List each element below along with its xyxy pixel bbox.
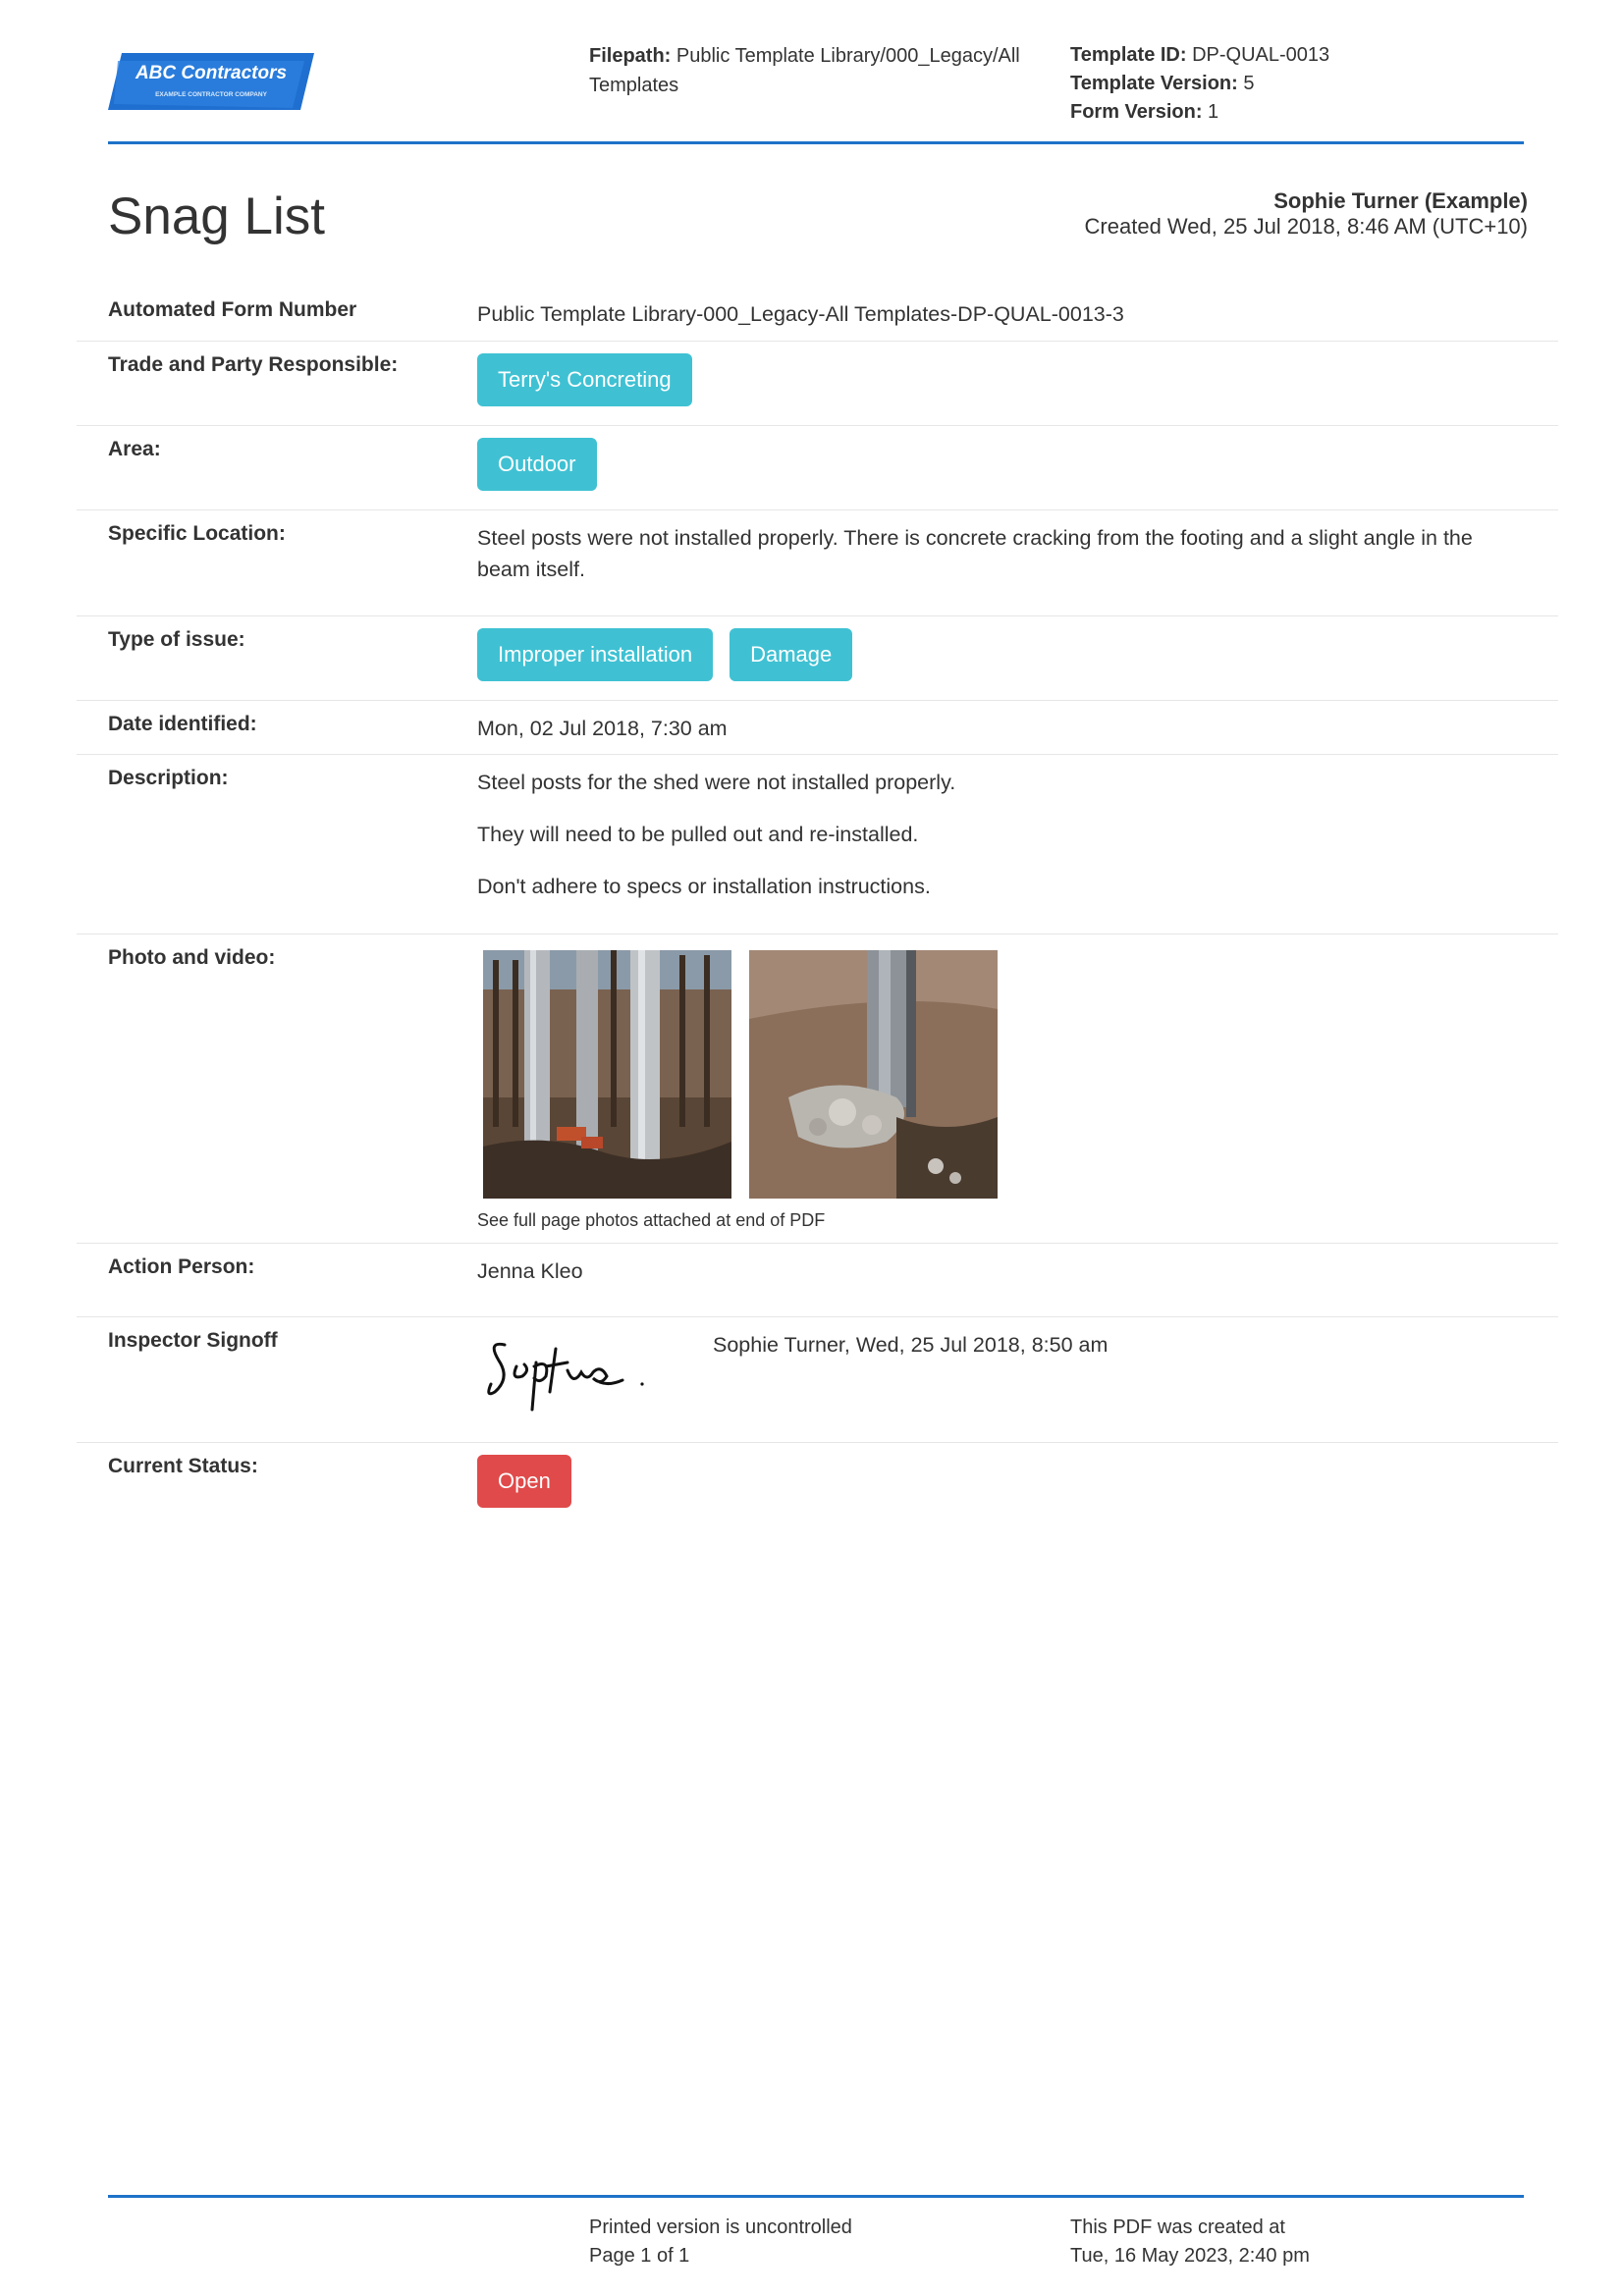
row-status xyxy=(77,1443,1558,1531)
pdf-created-label: This PDF was created at xyxy=(1070,2216,1285,2238)
row-form-number xyxy=(77,287,1558,342)
page-number: Page 1 of 1 xyxy=(589,2245,690,2267)
field-value: Jenna Kleo xyxy=(477,1259,583,1283)
svg-text:ABC Contractors: ABC Contractors xyxy=(135,63,288,83)
row-description xyxy=(77,755,1558,934)
page-title: Snag List xyxy=(108,187,325,245)
row-location xyxy=(77,510,1558,616)
document-header xyxy=(108,39,1524,144)
created-date: Created Wed, 25 Jul 2018, 8:46 AM (UTC+10) xyxy=(1084,214,1528,239)
photo-thumbnail-posts[interactable] xyxy=(483,950,731,1199)
document-footer xyxy=(108,2195,1524,2267)
field-label: Area: xyxy=(108,438,161,460)
uncontrolled-note: Printed version is uncontrolled xyxy=(589,2216,852,2238)
field-label: Description: xyxy=(108,767,229,789)
area-pill: Outdoor xyxy=(477,438,597,491)
field-label: Trade and Party Responsible: xyxy=(108,353,399,376)
signature-image xyxy=(477,1327,674,1425)
row-area xyxy=(77,426,1558,510)
description-text xyxy=(477,767,1529,923)
photo-caption: See full page photos attached at end of PDF xyxy=(477,1210,826,1230)
field-label: Automated Form Number xyxy=(108,298,357,321)
form-fields xyxy=(77,287,1558,1531)
description-line: Steel posts for the shed were not installed properly. xyxy=(477,771,956,794)
company-logo xyxy=(108,53,314,112)
issue-pill: Improper installation xyxy=(477,628,713,681)
status-badge: Open xyxy=(477,1455,571,1508)
pdf-created-date: Tue, 16 May 2023, 2:40 pm xyxy=(1070,2245,1310,2267)
footer-left xyxy=(589,2214,852,2270)
field-value: Public Template Library-000_Legacy-All Templates-DP-QUAL-0013-3 xyxy=(477,302,1124,326)
field-value: Steel posts were not installed properly. There is concrete cracking from the footing and a slight angle in the beam itself. xyxy=(477,526,1473,581)
description-line: They will need to be pulled out and re-installed. xyxy=(477,823,919,846)
field-label: Type of issue: xyxy=(108,628,245,651)
svg-text:EXAMPLE CONTRACTOR COMPANY: EXAMPLE CONTRACTOR COMPANY xyxy=(155,91,267,98)
filepath: Filepath: Public Template Library/000_Legacy/All Templates xyxy=(589,45,1020,96)
field-label: Photo and video: xyxy=(108,946,276,969)
field-label: Date identified: xyxy=(108,713,257,735)
row-signoff xyxy=(77,1317,1558,1443)
field-label: Current Status: xyxy=(108,1455,258,1477)
issue-pill: Damage xyxy=(730,628,852,681)
row-action-person xyxy=(77,1244,1558,1317)
row-trade xyxy=(77,342,1558,426)
row-date xyxy=(77,701,1558,755)
trade-pill: Terry's Concreting xyxy=(477,353,692,406)
row-photos xyxy=(77,934,1558,1244)
description-line: Don't adhere to specs or installation instructions. xyxy=(477,875,931,898)
author-block xyxy=(1085,188,1528,240)
field-label: Inspector Signoff xyxy=(108,1329,278,1352)
signoff-text: Sophie Turner, Wed, 25 Jul 2018, 8:50 am xyxy=(713,1333,1109,1357)
footer-right xyxy=(1070,2214,1310,2270)
row-issue-type xyxy=(77,616,1558,701)
field-label: Specific Location: xyxy=(108,522,286,545)
field-label: Action Person: xyxy=(108,1255,255,1278)
field-value: Mon, 02 Jul 2018, 7:30 am xyxy=(477,717,728,740)
template-meta: Template ID: DP-QUAL-0013 Template Version: 5 Form Version: 1 xyxy=(1070,44,1330,123)
author-name: Sophie Turner (Example) xyxy=(1273,188,1528,213)
photo-thumbnail-footing[interactable] xyxy=(749,950,998,1199)
